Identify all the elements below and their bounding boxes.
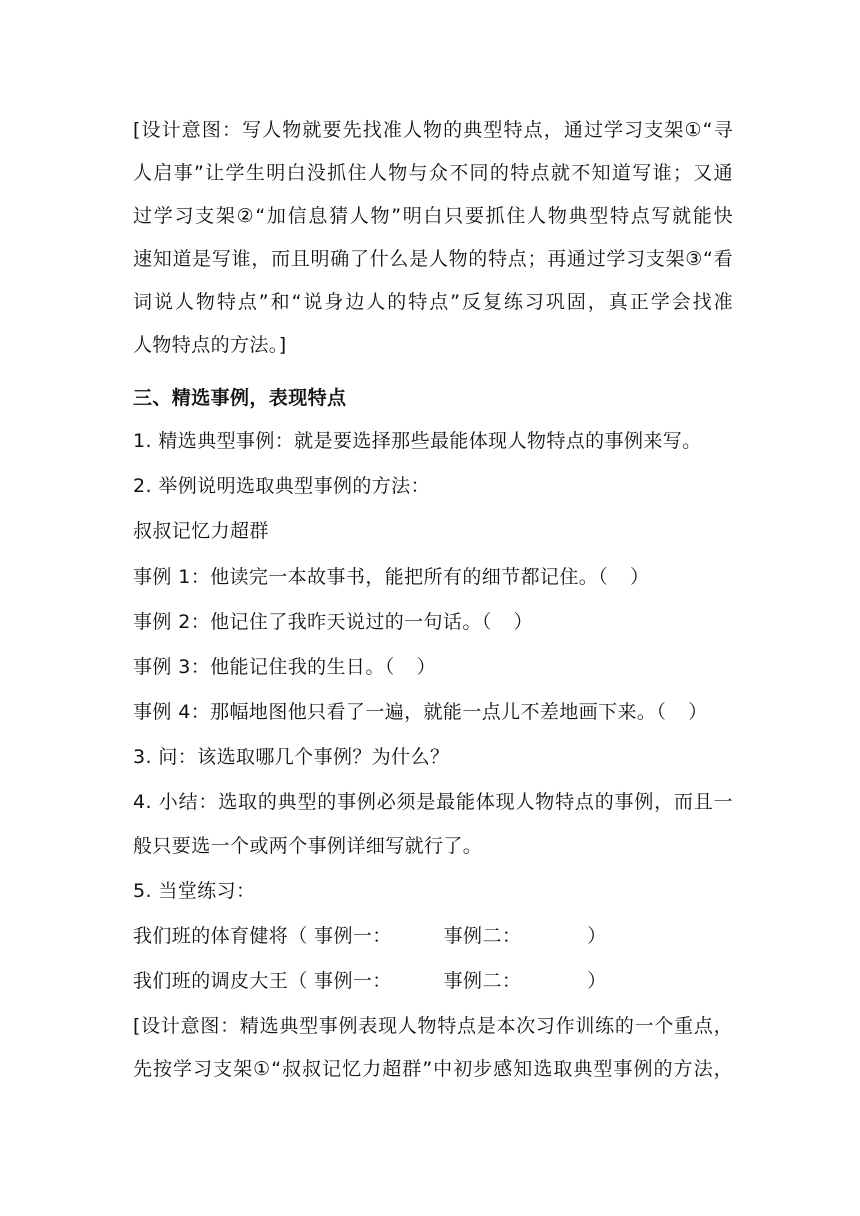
intent-1-line-4: 速知道是写谁，而且明确了什么是人物的特点；再通过学习支架③“看 — [133, 248, 733, 270]
intent-1-line-3: 过学习支架②“加信息猜人物”明白只要抓住人物典型特点写就能快 — [133, 205, 733, 227]
intent-1-line-2: 人启事”让学生明白没抓住人物与众不同的特点就不知道写谁；又通 — [133, 162, 733, 184]
practice-1 — [133, 924, 733, 948]
practice-1-prefix: 我们班的体育健将（ 事例一： — [133, 925, 392, 947]
example-4 — [133, 700, 733, 724]
example-4-close: ） — [688, 701, 708, 723]
example-4-text: 事例 4：那幅地图他只看了一遍，就能一点儿不差地画下来。（ — [133, 701, 667, 723]
example-1-text: 事例 1：他读完一本故事书，能把所有的细节都记住。（ — [133, 566, 609, 588]
intent-1-line-1: [设计意图：写人物就要先找准人物的典型特点，通过学习支架①“寻 — [133, 119, 733, 141]
item-4-line-2: 般只要选一个或两个事例详细写就行了。 — [133, 835, 483, 857]
practice-1-suffix: ） — [587, 925, 607, 947]
example-2-text: 事例 2：他记住了我昨天说过的一句话。（ — [133, 611, 492, 633]
practice-2-prefix: 我们班的调皮大王（ 事例一： — [133, 970, 392, 992]
practice-2 — [133, 969, 733, 993]
practice-2-suffix: ） — [587, 970, 607, 992]
item-2: 2. 举例说明选取典型事例的方法： — [133, 475, 430, 497]
practice-2-middle: 事例二： — [443, 970, 522, 992]
item-1: 1. 精选典型事例：就是要选择那些最能体现人物特点的事例来写。 — [133, 430, 702, 452]
practice-1-middle: 事例二： — [443, 925, 522, 947]
intent-2-line-2: 先按学习支架①“叔叔记忆力超群”中初步感知选取典型事例的方法， — [133, 1058, 733, 1080]
item-4-line-1: 4. 小结：选取的典型的事例必须是最能体现人物特点的事例，而且一 — [133, 791, 733, 813]
section-heading: 三、精选事例，表现特点 — [133, 387, 347, 409]
example-3 — [133, 655, 733, 679]
example-title: 叔叔记忆力超群 — [133, 520, 269, 542]
intent-2-line-1: [设计意图：精选典型事例表现人物特点是本次习作训练的一个重点， — [133, 1015, 733, 1037]
item-3: 3. 问：该选取哪几个事例？为什么？ — [133, 746, 450, 768]
example-2 — [133, 610, 733, 634]
intent-1-line-5: 词说人物特点”和“说身边人的特点”反复练习巩固，真正学会找准 — [133, 291, 733, 313]
example-1-close: ） — [630, 566, 650, 588]
example-3-close: ） — [416, 656, 437, 678]
item-5: 5. 当堂练习： — [133, 880, 256, 902]
intent-1-line-6: 人物特点的方法。] — [133, 334, 287, 356]
example-3-text: 事例 3：他能记住我的生日。（ — [133, 656, 395, 678]
example-2-close: ） — [513, 611, 534, 633]
example-1 — [133, 565, 733, 589]
